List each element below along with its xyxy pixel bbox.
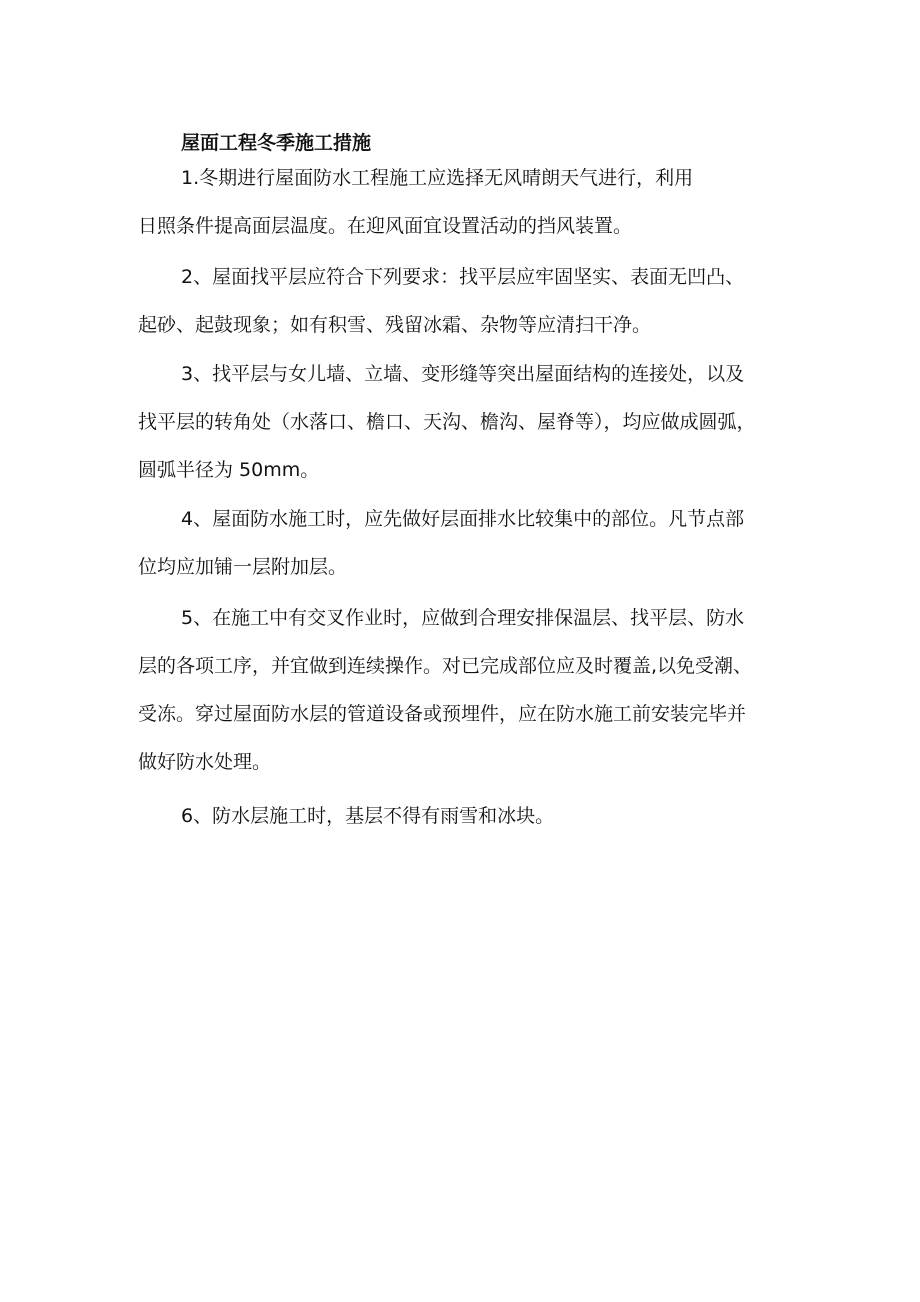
paragraph-line: 4、屋面防水施工时，应先做好层面排水比较集中的部位。凡节点部 [181,508,745,530]
paragraph-line: 起砂、起鼓现象；如有积雪、残留冰霜、杂物等应清扫干净。 [138,314,652,336]
paragraph-line: 位均应加铺一层附加层。 [138,556,348,578]
document-title: 屋面工程冬季施工措施 [181,132,372,154]
paragraph-line: 日照条件提高面层温度。在迎风面宜设置活动的挡风装置。 [138,215,633,237]
paragraph-line: 做好防水处理。 [138,751,272,773]
paragraph-5 [138,594,818,786]
paragraph-4 [138,495,818,591]
paragraph-line: 找平层的转角处（水落口、檐口、天沟、檐沟、屋脊等），均应做成圆弧， [138,411,756,433]
paragraph-2 [138,253,818,349]
paragraph-line: 受冻。穿过屋面防水层的管道设备或预埋件，应在防水施工前安装完毕并 [138,703,747,725]
paragraph-3 [138,350,818,494]
paragraph-line: 2、屋面找平层应符合下列要求：找平层应牢固坚实、表面无凹凸、 [181,266,745,288]
paragraph-6 [138,792,818,840]
paragraph-line: 1.冬期进行屋面防水工程施工应选择无风晴朗天气进行，利用 [181,167,694,189]
paragraph-line: 6、防水层施工时，基层不得有雨雪和冰块。 [181,805,555,827]
paragraph-1 [138,154,818,250]
paragraph-line: 3、找平层与女儿墙、立墙、变形缝等突出屋面结构的连接处，以及 [181,363,745,385]
paragraph-line: 层的各项工序，并宜做到连续操作。对已完成部位应及时覆盖,以免受潮、 [138,655,753,677]
paragraph-line: 5、在施工中有交叉作业时，应做到合理安排保温层、找平层、防水 [181,607,745,629]
paragraph-line: 圆弧半径为 50mm。 [138,459,320,481]
